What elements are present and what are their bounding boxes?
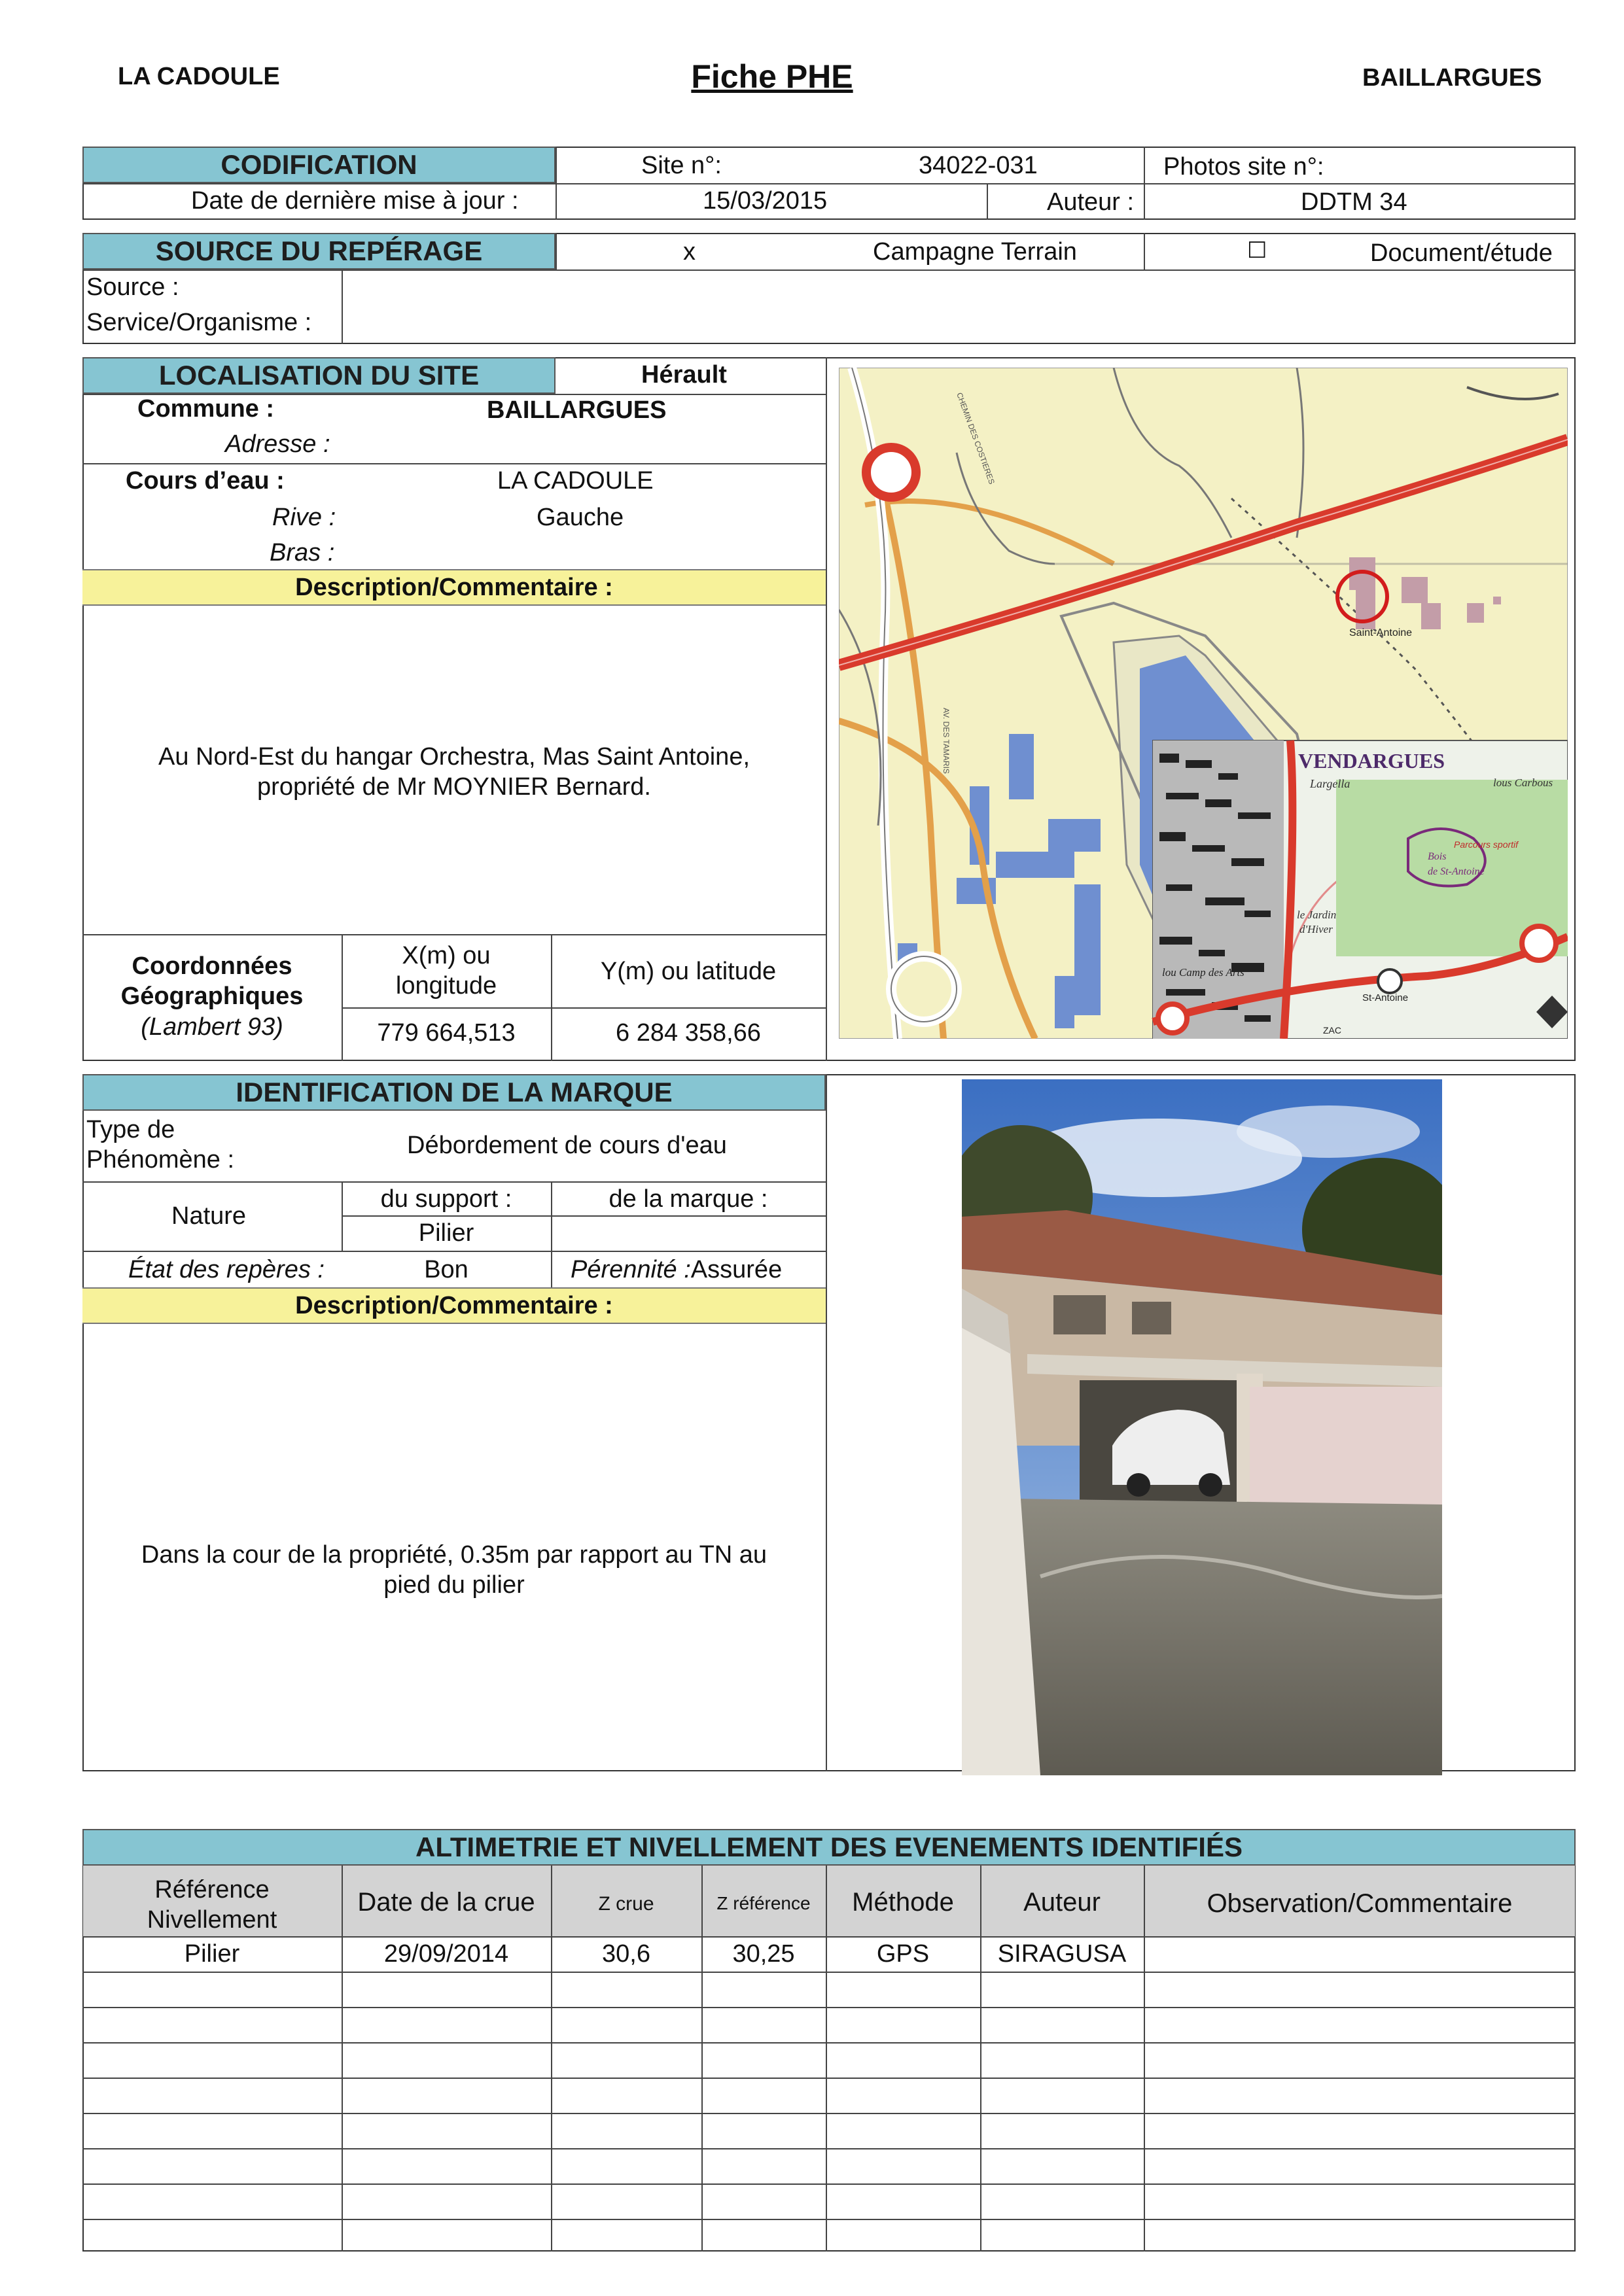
inset-label-vendargues: VENDARGUES <box>1298 749 1445 773</box>
service-label: Service/Organisme : <box>86 309 312 336</box>
col-header-observation: Observation/Commentaire <box>1207 1889 1513 1918</box>
type-label-2: Phénomène : <box>86 1146 235 1174</box>
cours-value: LA CADOULE <box>497 467 654 495</box>
document-label: Document/étude <box>1370 239 1553 267</box>
inset-label-parcours: Parcours sportif <box>1454 839 1519 850</box>
etat-value: Bon <box>424 1256 468 1283</box>
inset-label-bois: Bois <box>1428 851 1447 862</box>
altimetrie-title: ALTIMETRIE ET NIVELLEMENT DES EVENEMENTS IDENTIFIÉS <box>82 1829 1576 1866</box>
perennite <box>571 1257 782 1282</box>
col-header-methode: Méthode <box>852 1888 954 1917</box>
author-value: DDTM 34 <box>1301 188 1407 216</box>
etat-label: État des repères : <box>128 1256 325 1283</box>
inset-label-largella: Largella <box>1310 777 1350 790</box>
rive-label: Rive : <box>272 504 336 531</box>
row1-methode: GPS <box>876 1940 930 1968</box>
support-value: Pilier <box>418 1219 474 1247</box>
col-header-date: Date de la crue <box>357 1888 535 1917</box>
identification-title: IDENTIFICATION DE LA MARQUE <box>82 1074 826 1111</box>
type-value: Débordement de cours d'eau <box>407 1132 727 1159</box>
document-checkbox[interactable]: ☐ <box>1247 238 1267 263</box>
author-label: Auteur : <box>1047 188 1135 216</box>
localisation-title: LOCALISATION DU SITE <box>82 357 556 394</box>
marque-label: de la marque : <box>609 1185 768 1213</box>
coordinates-label <box>82 951 342 1042</box>
row1-date: 29/09/2014 <box>383 1940 509 1968</box>
rive-value: Gauche <box>537 504 624 531</box>
perennite-value: Assurée <box>690 1256 783 1283</box>
bras-label: Bras : <box>270 539 335 566</box>
coord-label-1: Coordonnées <box>132 952 292 980</box>
localisation-desc-line1: Au Nord-Est du hangar Orchestra, Mas Saint Antoine, <box>158 743 750 771</box>
photos-label: Photos site n°: <box>1163 153 1324 181</box>
col-header-reference-2: Nivellement <box>147 1906 277 1934</box>
y-value: 6 284 358,66 <box>616 1019 761 1047</box>
col-header-auteur: Auteur <box>1023 1888 1101 1917</box>
map-road-label-1: CHEMIN DES COSTIERES <box>955 391 997 486</box>
col-header-zcrue: Z crue <box>598 1893 654 1915</box>
identification-desc-title: Description/Commentaire : <box>82 1287 826 1324</box>
row1-auteur: SIRAGUSA <box>997 1940 1127 1968</box>
document-title: Fiche PHE <box>691 58 853 95</box>
adresse-label: Adresse : <box>225 430 330 458</box>
x-value: 779 664,513 <box>377 1019 516 1047</box>
x-label <box>342 941 551 1001</box>
row1-zref: 30,25 <box>732 1940 795 1968</box>
date-value: 15/03/2015 <box>703 187 828 215</box>
inset-label-carbous: lous Carbous <box>1493 776 1553 789</box>
inset-label-hiver: d'Hiver <box>1299 923 1333 935</box>
source-title: SOURCE DU REPÉRAGE <box>82 233 556 270</box>
inset-label-jardin: le Jardin <box>1297 909 1337 921</box>
inset-topo-map <box>1153 740 1568 1039</box>
row1-reference: Pilier <box>184 1940 240 1968</box>
inset-label-st-antoine: St-Antoine <box>1362 992 1409 1003</box>
date-label: Date de dernière mise à jour : <box>191 187 519 215</box>
nature-label: Nature <box>171 1202 247 1230</box>
y-label: Y(m) ou latitude <box>600 958 777 985</box>
header-left: LA CADOULE <box>118 63 280 90</box>
localisation-description <box>82 742 826 803</box>
map-label-saint-antoine: Saint-Antoine <box>1349 627 1413 638</box>
cours-label: Cours d’eau : <box>126 467 285 495</box>
identification-description <box>82 1540 826 1601</box>
site-label: Site n°: <box>641 152 722 179</box>
codification-title: CODIFICATION <box>82 147 556 183</box>
identification-desc-line2: pied du pilier <box>383 1571 525 1599</box>
campaign-label: Campagne Terrain <box>873 238 1077 266</box>
support-label: du support : <box>380 1185 512 1213</box>
inset-label-zac: ZAC <box>1323 1025 1341 1035</box>
site-number: 34022-031 <box>919 152 1038 179</box>
commune-value: BAILLARGUES <box>487 396 667 424</box>
localisation-desc-line2: propriété de Mr MOYNIER Bernard. <box>257 773 651 801</box>
col-header-reference-1: Référence <box>154 1876 270 1904</box>
map-road-label-2: AV. DES TAMARIS <box>942 708 951 774</box>
perennite-label: Pérennité : <box>571 1256 691 1283</box>
x-label-1: X(m) ou <box>402 942 491 969</box>
row1-zcrue: 30,6 <box>602 1940 650 1968</box>
header-right: BAILLARGUES <box>1362 64 1542 92</box>
col-header-reference <box>82 1875 342 1936</box>
identification-desc-line1: Dans la cour de la propriété, 0.35m par rapport au TN au <box>141 1541 768 1569</box>
localisation-desc-title: Description/Commentaire : <box>82 569 826 606</box>
inset-label-de-st: de St-Antoine <box>1428 866 1485 877</box>
coord-label-2: Géographiques <box>120 983 304 1011</box>
col-header-zref: Z référence <box>716 1893 811 1913</box>
source-label: Source : <box>86 273 179 301</box>
x-label-2: longitude <box>395 972 497 1000</box>
campaign-checkbox[interactable]: x <box>683 238 696 266</box>
site-photo <box>962 1079 1442 1775</box>
type-label-1: Type de <box>86 1116 175 1143</box>
inset-label-camp: lou Camp des Arts <box>1162 966 1244 979</box>
department: Hérault <box>641 361 727 389</box>
location-map <box>839 368 1568 1039</box>
coord-label-3: (Lambert 93) <box>141 1013 283 1041</box>
commune-label: Commune : <box>137 395 274 423</box>
